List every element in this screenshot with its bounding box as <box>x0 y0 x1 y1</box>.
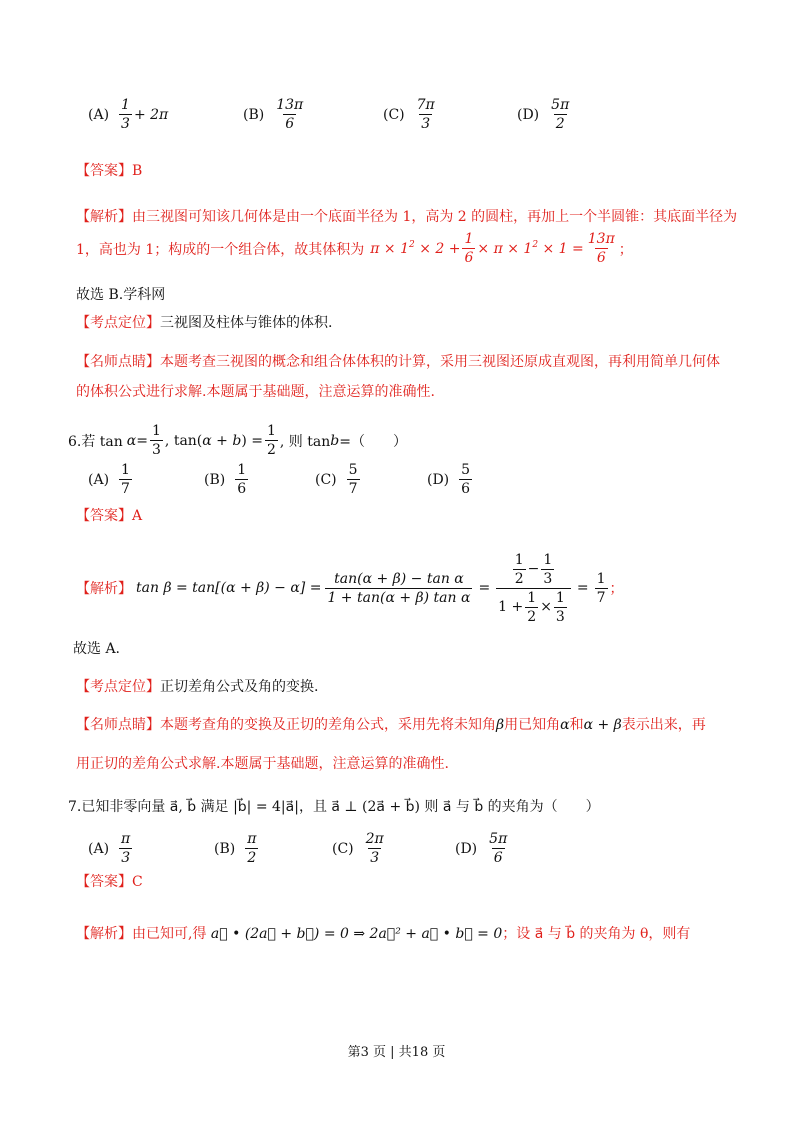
q6-kaodian: 【考点定位】正切差角公式及角的变换. <box>76 679 319 695</box>
q6-answer: 【答案】A <box>76 508 143 524</box>
q6-option-d: (D) $\frac{5}{6}$ <box>427 462 471 497</box>
page-footer: 第3 页 | 共18 页 <box>347 1045 446 1060</box>
q6-analysis: 【解析】 tan β = tan[(α + β) − α] = $\frac{\text{tan(α + β) − tan α}}{\text{1 + tan(α + β) tan α}}$ = $\frac{1}{2}$ − $\frac{1}{3}$ 1 + $\frac{1}{2}$ × $\frac{1}{3}$ = $\frac{1}{7}$ ； <box>76 551 624 625</box>
q5-option-a: (A) $\frac{1}{3}$ + 2π <box>88 97 169 132</box>
option-label: (A) <box>88 106 110 123</box>
q5-option-c: (C) $\frac{7\pi}{3}$ <box>383 97 435 132</box>
q6-option-b: (B) $\frac{1}{6}$ <box>204 462 247 497</box>
q5-dianjing-line1: 【名师点睛】本题考查三视图的概念和组合体体积的计算，采用三视图还原成直观图，再利用简单几何体 <box>76 354 720 370</box>
q5-option-d: (D) $\frac{5\pi}{2}$ <box>517 97 570 132</box>
q6-dianjing-line1: 【名师点睛】本题考查角的变换及正切的差角公式，采用先将未知角β用已知角α和α + β表示出来，再 <box>76 717 706 733</box>
q7-option-c: (C) $\frac{2\pi}{3}$ <box>332 831 384 866</box>
q6-stem: 6.若 tan α = $\frac{1}{3}$ , tan( α + b ) = $\frac{1}{2}$ , 则 tan b =（ ） <box>68 423 407 458</box>
q5-option-b: (B) $\frac{13\pi}{6}$ <box>243 97 304 132</box>
q6-option-c: (C) $\frac{5}{7}$ <box>315 462 358 497</box>
q6-option-a: (A) $\frac{1}{7}$ <box>88 462 130 497</box>
q6-dianjing-line2: 用正切的差角公式求解.本题属于基础题，注意运算的准确性. <box>76 756 449 772</box>
q5-analysis-line1: 【解析】由三视图可知该几何体是由一个底面半径为 1，高为 2 的圆柱，再加上一个半圆锥：其底面半径为 <box>76 209 738 225</box>
q5-answer: 【答案】B <box>76 163 143 179</box>
q5-choose: 故选 B.学科网 <box>76 287 166 303</box>
q7-analysis: 【解析】由已知可,得 a⃗ • (2a⃗ + b⃗) = 0 ⇒ 2a⃗² + a⃗ • b⃗ = 0；设 a⃗ 与 b⃗ 的夹角为 θ，则有 <box>76 926 691 942</box>
complex-fraction: $\frac{1}{2}$ − $\frac{1}{3}$ 1 + $\frac{1}{2}$ × $\frac{1}{3}$ <box>496 553 571 624</box>
q5-kaodian: 【考点定位】三视图及柱体与锥体的体积. <box>76 315 333 331</box>
q6-choose: 故选 A. <box>73 641 121 657</box>
q7-stem: 7.已知非零向量 a⃗, b⃗ 满足 |b⃗| = 4|a⃗|，且 a⃗ ⊥ (2a⃗ + b⃗) 则 a⃗ 与 b⃗ 的夹角为（ ） <box>68 799 600 815</box>
q5-analysis-line2: 1，高也为 1；构成的一个组合体，故其体积为 $\pi \times 1^2 \times 2$ + $\frac{1}{6}$ × $\pi \times 1^2 \times 1$ = $\frac{13\pi}{6}$ ； <box>76 231 633 266</box>
q5-dianjing-line2: 的体积公式进行求解.本题属于基础题，注意运算的准确性. <box>76 384 435 400</box>
q7-option-b: (B) $\frac{\pi}{2}$ <box>214 831 257 866</box>
q7-option-a: (A) $\frac{\pi}{3}$ <box>88 831 131 866</box>
q7-option-d: (D) $\frac{5\pi}{6}$ <box>455 831 508 866</box>
q7-answer: 【答案】C <box>76 874 143 890</box>
